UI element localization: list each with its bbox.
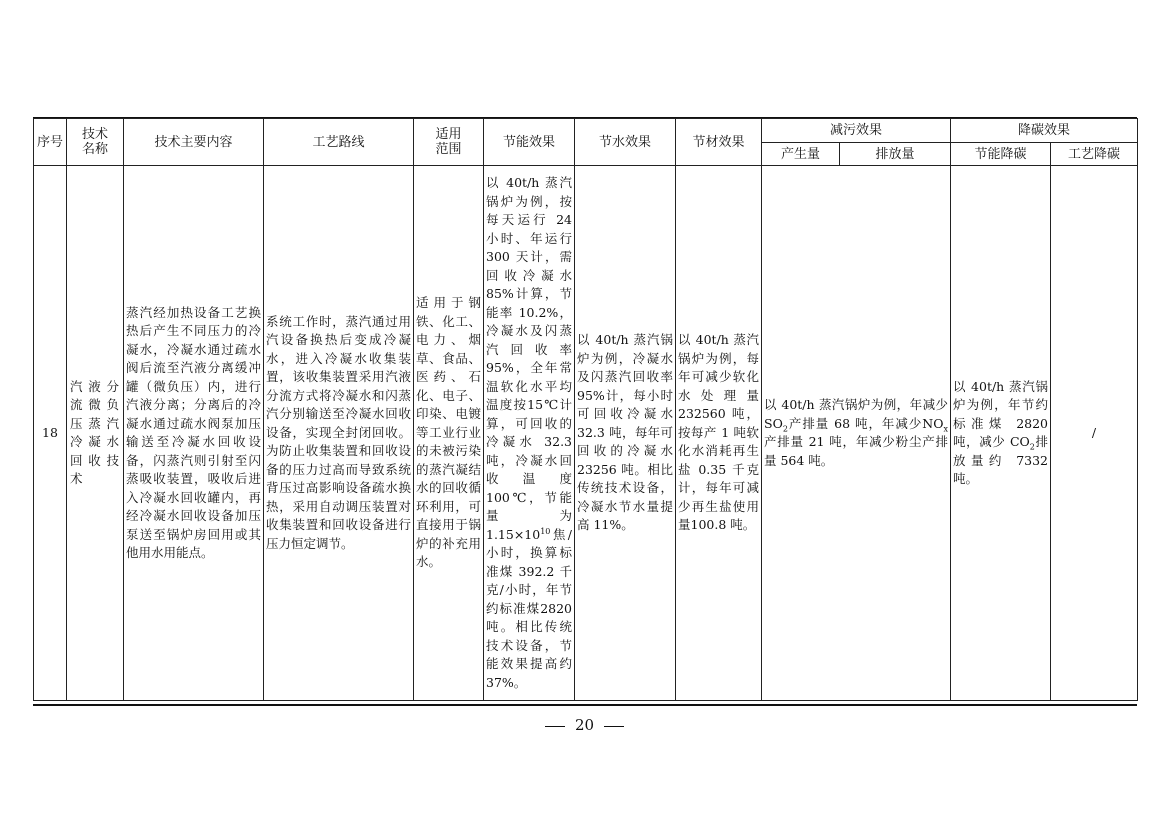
header-main-content: 技术主要内容: [124, 119, 264, 166]
header-row-1: [34, 119, 1138, 143]
header-scope: 适用 范围: [414, 119, 484, 166]
header-carbon: 降碳效果: [951, 119, 1138, 143]
cell-water: 以 40t/h 蒸汽锅炉为例，冷凝水及闪蒸汽回收率 95%计，每小时可回收冷凝水 32.3 吨，每年可回收的冷凝水 23256 吨。相比传统技术设备，冷凝水节水量提高 11%。: [575, 166, 676, 701]
header-seq: 序号: [34, 119, 67, 166]
header-material: 节材效果: [676, 119, 762, 166]
cell-main-content: 蒸汽经加热设备工艺换热后产生不同压力的冷凝水，冷凝水通过疏水阀后流至汽液分离缓冲罐（微负压）内，进行汽液分离；分离后的冷凝水通过疏水阀泵加压输送至冷凝水回收设备，闪蒸汽则引射至闪蒸吸收装置，吸收后进入冷凝水回收罐内，再经冷凝水回收设备加压泵送至锅炉房回用或其他用水用能点。: [124, 166, 264, 701]
table-row: [34, 166, 1138, 701]
table-bottom-rule: [33, 704, 1137, 706]
cell-energy: 以 40t/h 蒸汽锅炉为例，按每天运行 24 小时、年运行 300 天计，需回收冷凝水85%计算，节能率 10.2%，冷凝水及闪蒸汽回收率95%，全年常温软化水平均温度按15℃计算，可回收的冷凝水 32.3 吨，冷凝水回收温度100℃，节能量为 $1.15\times 10^{10}$焦/小时，换算标准煤 392.2 千克/小时，年节约标准煤2820 吨。相比传统技术设备，节能效果提高约 37%。: [484, 166, 575, 701]
page-number-text: 20: [574, 716, 595, 734]
header-pollution: 减污效果: [762, 119, 951, 143]
page-number: [0, 716, 1169, 734]
cell-pollution: 以 40t/h 蒸汽锅炉为例，年减少 $SO_2$产排量 68 吨，年减少$NO_x$产排量 21 吨，年减少粉尘产排量 564 吨。: [762, 166, 951, 701]
cell-tech-name: 汽液分流微负压蒸汽冷凝水回收技术: [67, 166, 124, 701]
cell-material: 以 40t/h 蒸汽锅炉为例，每年可减少软化水处理量 232560 吨，按每产 1 吨软化水消耗再生盐 0.35 千克计，每年可减少再生盐使用量100.8 吨。: [676, 166, 762, 701]
cell-carbon-process: /: [1051, 166, 1138, 701]
page-dash-left: [545, 726, 565, 727]
header-process: 工艺路线: [264, 119, 414, 166]
page-dash-right: [604, 726, 624, 727]
header-carbon-process: 工艺降碳: [1051, 143, 1138, 166]
header-carbon-energy: 节能降碳: [951, 143, 1051, 166]
header-pollution-generated: 产生量: [762, 143, 840, 166]
header-energy: 节能效果: [484, 119, 575, 166]
header-pollution-emitted: 排放量: [840, 143, 951, 166]
header-water: 节水效果: [575, 119, 676, 166]
cell-process: 系统工作时，蒸汽通过用汽设备换热后变成冷凝水，进入冷凝水收集装置，该收集装置采用汽液分流方式将冷凝水和闪蒸汽分别输送至冷凝水回收设备，实现全封闭回收。为防止收集装置和回收设备的压力过高而导致系统背压过高影响设备疏水换热，采用自动调压装置对收集装置和回收设备进行压力恒定调节。: [264, 166, 414, 701]
cell-carbon-energy: 以 40t/h 蒸汽锅炉为例，年节约标准煤 2820 吨，减少 $CO_2$排放量约 7332 吨。: [951, 166, 1051, 701]
header-tech-name: 技术 名称: [67, 119, 124, 166]
cell-seq: 18: [34, 166, 67, 701]
technology-table: [33, 118, 1138, 701]
cell-scope: 适用于钢铁、化工、电力、烟草、食品、医药、石化、电子、印染、电镀等工业行业的未被污染的蒸汽凝结水的回收循环利用，可直接用于锅炉的补充用水。: [414, 166, 484, 701]
